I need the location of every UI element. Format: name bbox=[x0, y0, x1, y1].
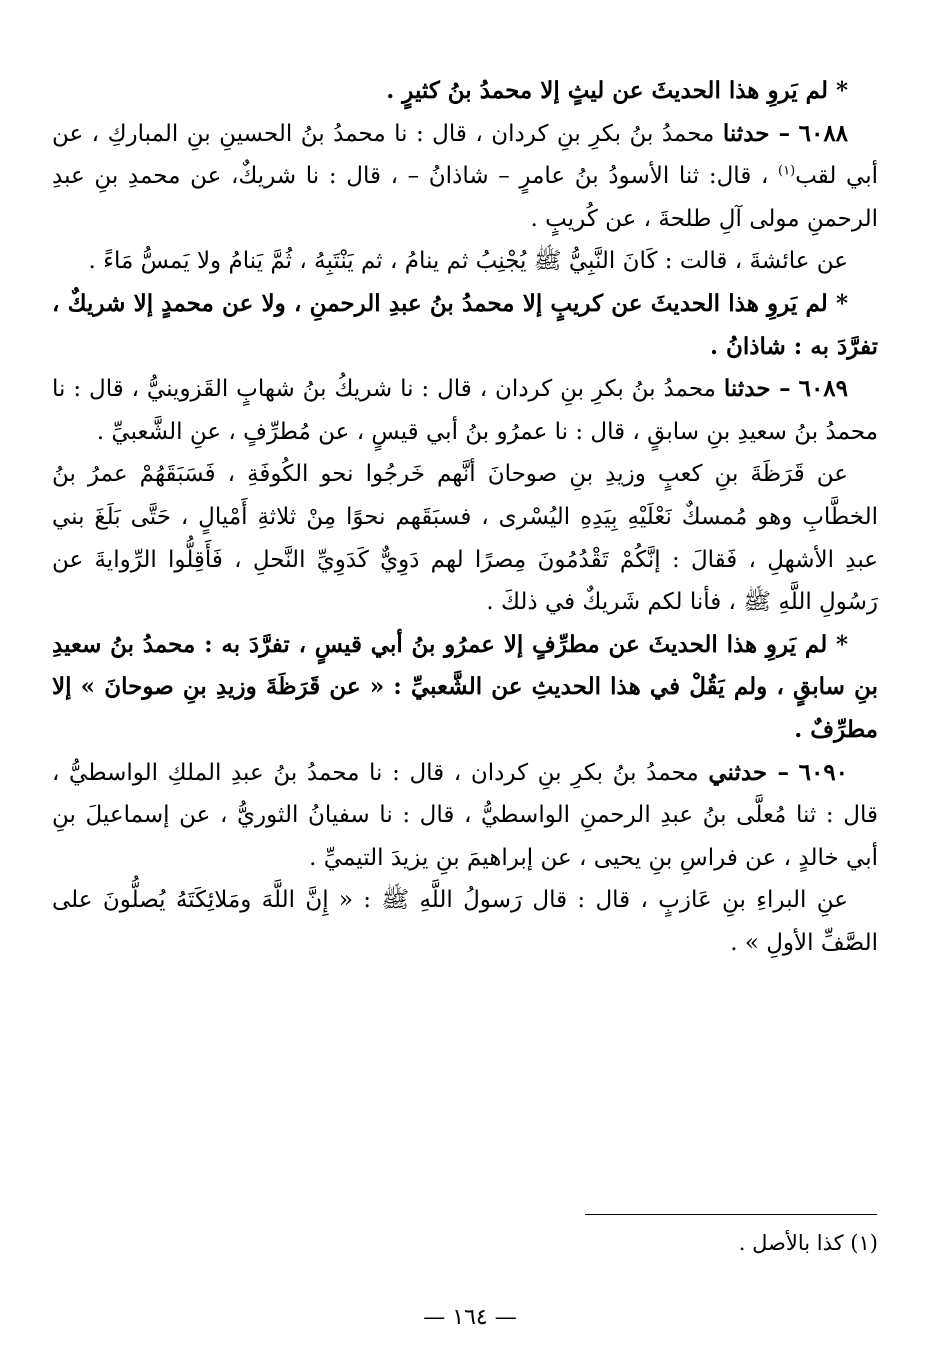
hadith-number: ٦٠٩٠ bbox=[798, 758, 849, 786]
note-paragraph-3 bbox=[52, 624, 878, 752]
hadith-lead: – حدثنا bbox=[722, 119, 791, 147]
matn-paragraph-3 bbox=[52, 879, 878, 964]
page-body bbox=[52, 70, 878, 964]
hadith-isnad: محمدُ بنُ بكرِ بنِ كردان ، قال : نا محمدُ بنُ الحسينِ بنِ المباركِ ، عن أبي لقب bbox=[52, 120, 879, 190]
matn-paragraph-2 bbox=[52, 453, 878, 623]
note-text: * لم يَروِ هذا الحديثَ عن ليثٍ إلا محمدُ بنُ كثيرٍ . bbox=[386, 77, 848, 104]
footnote-divider bbox=[585, 1214, 877, 1215]
hadith-paragraph-6089 bbox=[52, 368, 878, 453]
matn-text: عن عائشةَ ، قالت : كَانَ النَّبِيُّ ﷺ يُجْنِبُ ثم ينامُ ، ثم يَنْتَبِهُ ، ثُمَّ يَنامُ ولا يَمسُّ مَاءً . bbox=[88, 248, 848, 275]
hadith-paragraph-6088 bbox=[52, 113, 878, 241]
hadith-isnad: محمدُ بنُ بكرِ بنِ كردان ، قال : نا شريكُ بنُ شهابٍ القَزوينيُّ ، قال : نا محمدُ بنُ سعيدِ بنِ سابقٍ ، قال : نا عمرُو بنُ أبي قيسٍ ، عن مُطرِّفٍ ، عنِ الشَّعبيِّ . bbox=[52, 376, 878, 445]
matn-text: عن قَرَظَةَ بنِ كعبٍ وزيدِ بنِ صوحانَ أنَّهم خَرجُوا نحو الكُوفَةِ ، فَسَبَقَهُمْ عمرُ بنُ الخطَّابِ وهو مُمسكٌ نَعْلَيْهِ بِيَدِهِ اليُسْرى ، فسبَقَهم نحوًا مِنْ ثلاثةِ أَمْيالٍ ، حَتَّى بَلَغَ بني عبدِ الأشهلِ ، فَقالَ : إنَّكُمْ تَقْدُمُونَ مِصرًا لهم دَوِيٌّ كَدَوِيِّ النَّحلِ ، فَأَقِلُّوا الرِّوايةَ عن رَسُولِ اللَّهِ ﷺ ، فأنا لكم شَريكٌ في ذلكَ . bbox=[52, 461, 878, 616]
page-number: — ١٦٤ — bbox=[423, 1305, 517, 1330]
footnote: (١) كذا بالأصل . bbox=[738, 1231, 878, 1255]
matn-text: عنِ البراءِ بنِ عَازبٍ ، قال : قال رَسولُ اللَّهِ ﷺ : « إِنَّ اللَّهَ ومَلائِكَتَهُ يُصلُّونَ على الصَّفِّ الأولِ » . bbox=[52, 887, 878, 956]
note-text: * لم يَروِ هذا الحديثَ عن مطرِّفٍ إلا عمرُو بنُ أبي قيسٍ ، تفرَّدَ به : محمدُ بنُ سعيدِ بنِ سابقٍ ، ولم يَقُلْ في هذا الحديثِ عن الشَّعبيِّ : « عن قَرَظَةَ وزيدِ بنِ صوحانَ » إلا مطرِّفٌ . bbox=[52, 630, 878, 743]
hadith-isnad: محمدُ بنُ بكرِ بنِ كردان ، قال : نا محمدُ بنُ عبدِ الملكِ الواسطيُّ ، قال : ثنا مُعلَّى بنُ عبدِ الرحمنِ الواسطيُّ ، قال : نا سفيانُ الثوريُّ ، عن إسماعيلَ بنِ أبي خالدٍ ، عن فراسِ بنِ يحيى ، عن إبراهيمَ بنِ يزيدَ التيميِّ . bbox=[52, 759, 878, 871]
hadith-number: ٦٠٨٩ bbox=[798, 375, 849, 403]
hadith-paragraph-6090 bbox=[52, 752, 878, 880]
matn-paragraph-1 bbox=[52, 240, 878, 283]
hadith-isnad-continued: ، قال: ثنا الأسودُ بنُ عامرٍ – شاذانُ – ، قال : نا شريكٌ، عن محمدِ بنِ عبدِ الرحمنِ مولى آلِ طلحةَ ، عن كُريبٍ . bbox=[52, 163, 878, 232]
footnote-marker: (١) bbox=[778, 163, 796, 179]
note-paragraph-2 bbox=[52, 283, 878, 368]
note-text: * لم يَروِ هذا الحديثَ عن كريبٍ إلا محمدُ بنُ عبدِ الرحمنِ ، ولا عن محمدٍ إلا شريكٌ ، تفرَّدَ به : شاذانُ . bbox=[52, 289, 878, 360]
hadith-number: ٦٠٨٨ bbox=[798, 119, 849, 147]
hadith-lead: – حدثني bbox=[708, 758, 789, 786]
hadith-lead: – حدثنا bbox=[723, 375, 791, 403]
note-paragraph-1 bbox=[52, 70, 878, 113]
